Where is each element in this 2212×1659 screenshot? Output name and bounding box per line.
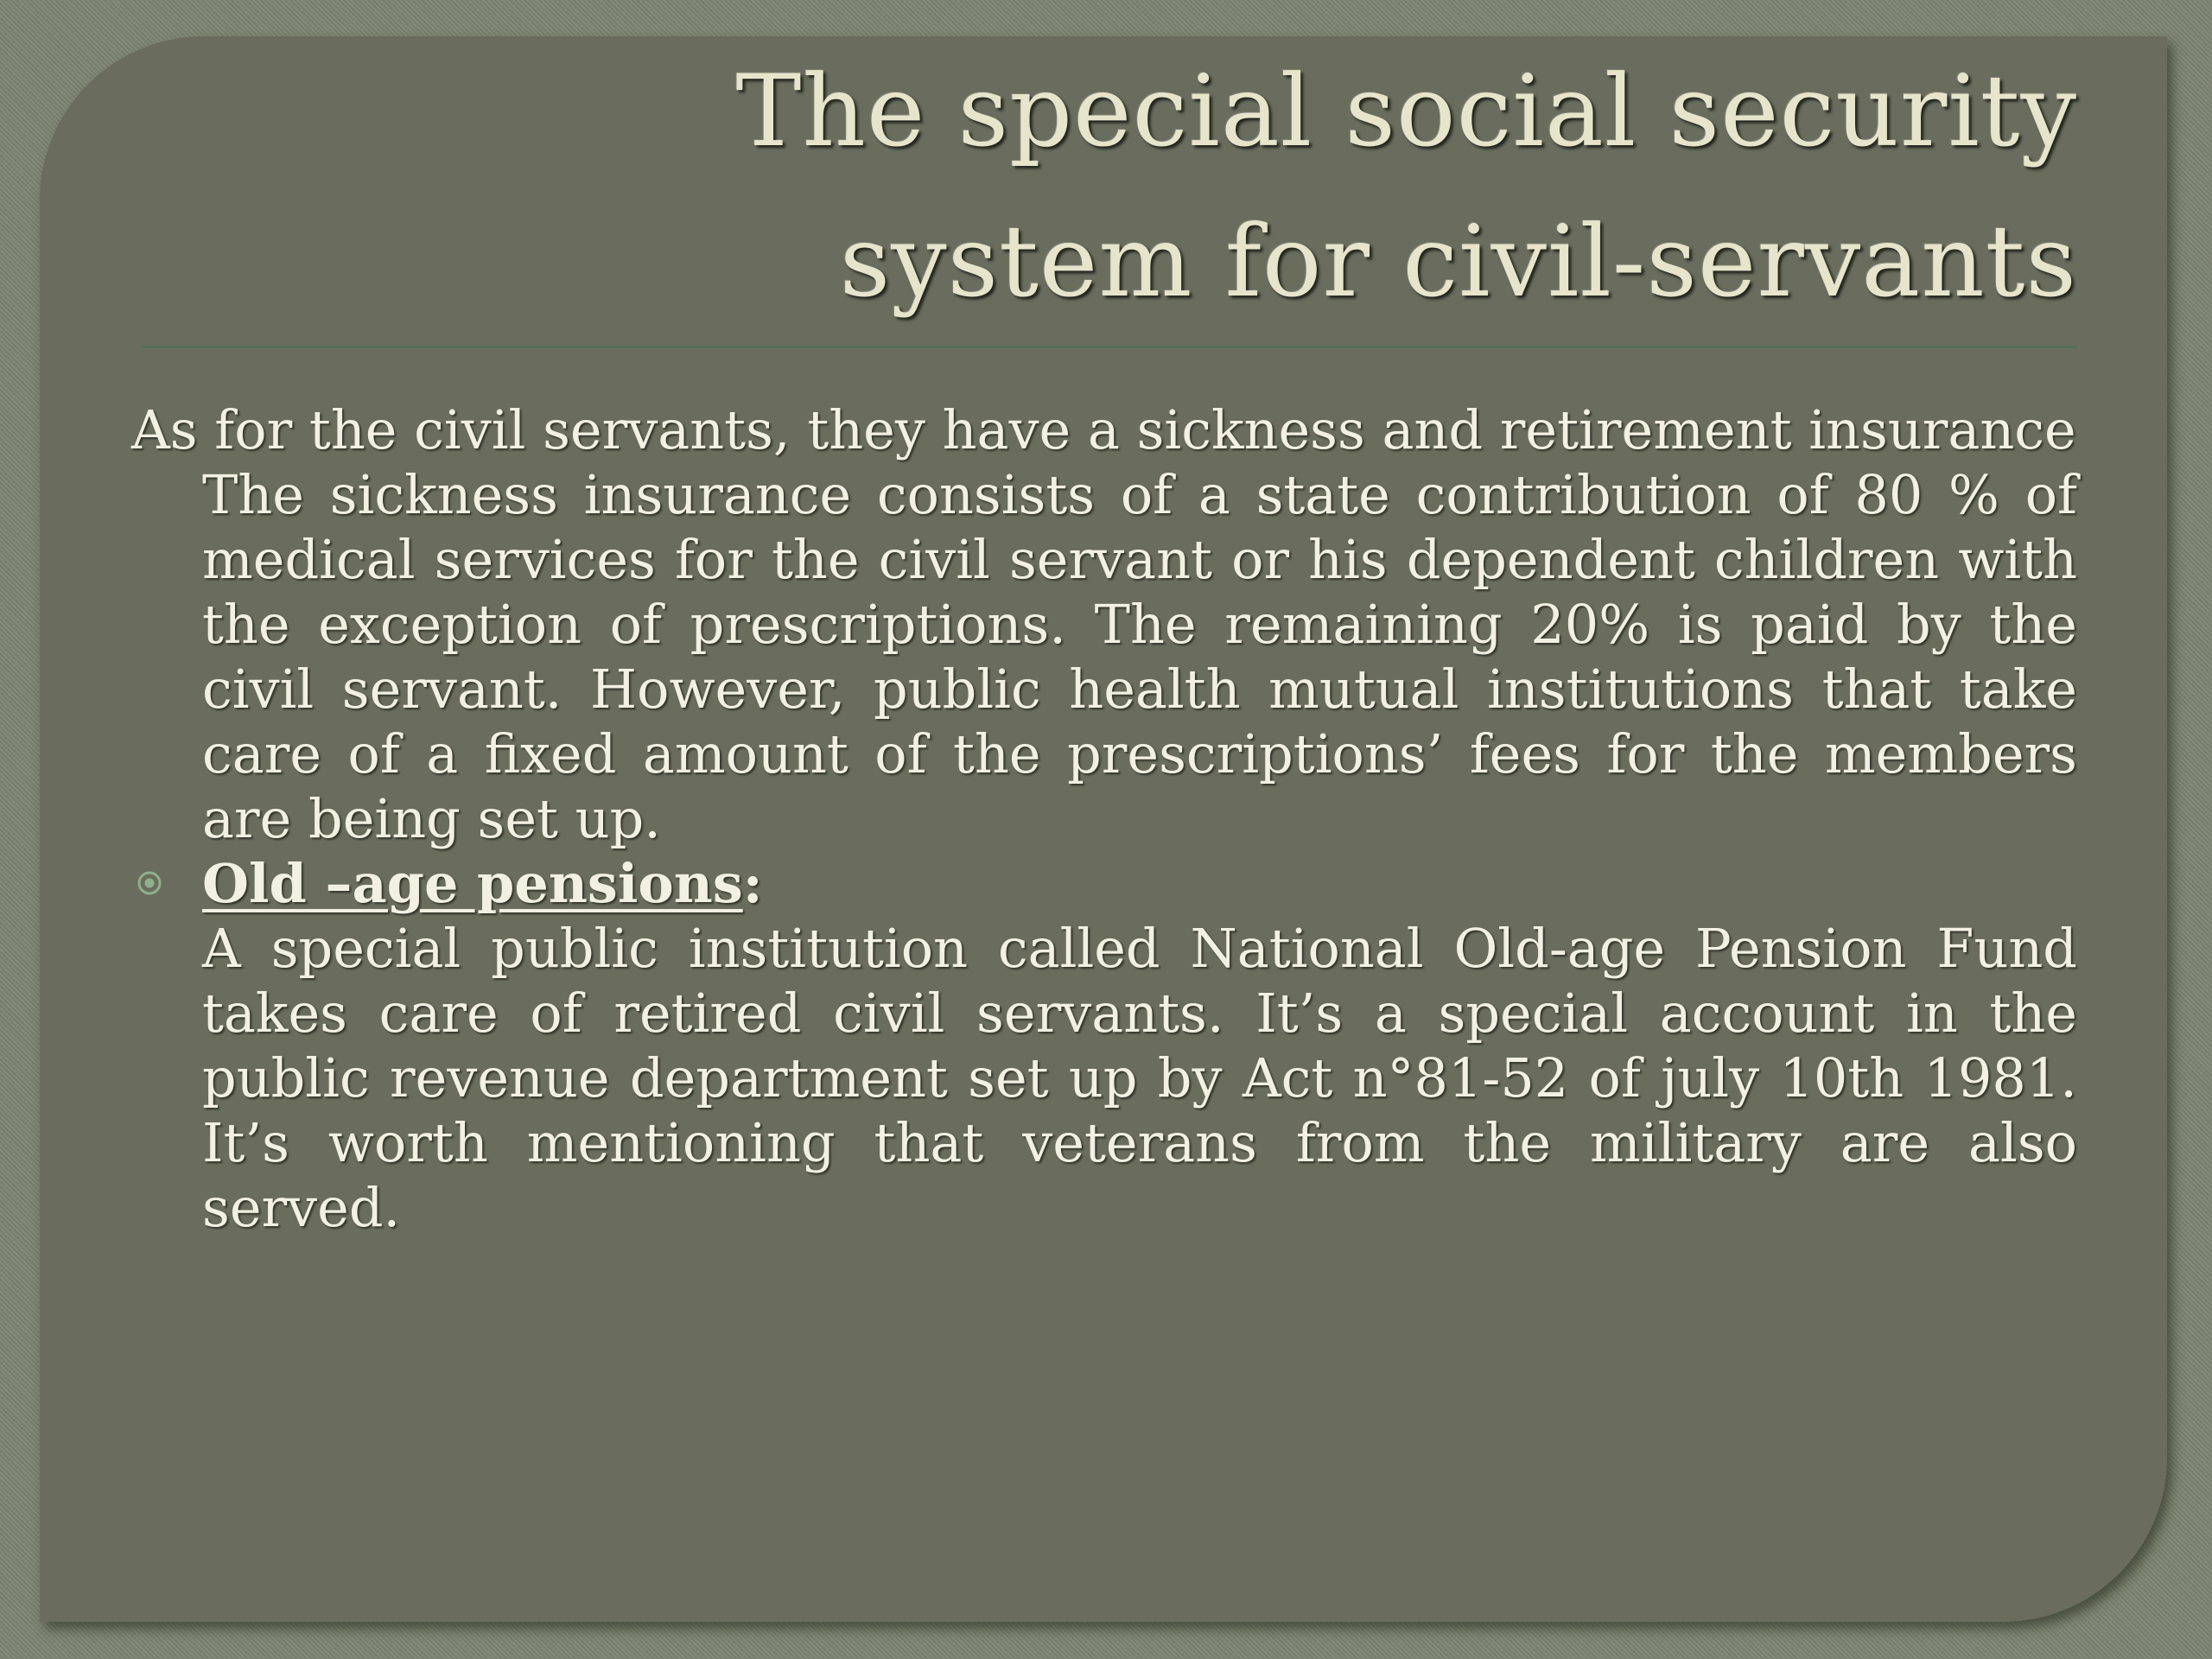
slide-title [176,36,2077,337]
pensions-heading-colon: : [742,852,763,915]
title-line-2: system for civil-servants [839,204,2077,319]
circle-bullet-icon [137,870,162,896]
pensions-heading: Old –age pensions [202,852,743,915]
intro-paragraph: As for the civil servants, they have a sickness and retirement insurance [131,398,2076,461]
bullet-item-pensions [131,851,2077,916]
slide-body [131,397,2077,1240]
title-divider [142,346,2077,348]
pension-paragraph: A special public institution called National Old-age Pension Fund takes care of retired civil servants. It’s a special account in the public revenue department set up by Act n°81-52 of july 10th 1981. It’s worth mentioning that veterans from the military are also served. [202,917,2077,1239]
title-line-1: The special social security [735,54,2077,168]
sickness-paragraph: The sickness insurance consists of a state contribution of 80 % of medical services for the civil servant or his dependent children with the exception of prescriptions. The remaining 20% is paid by the civil servant. However, public health mutual institutions that take care of a fixed amount of the prescriptions’ fees for the members are being set up. [202,463,2077,850]
